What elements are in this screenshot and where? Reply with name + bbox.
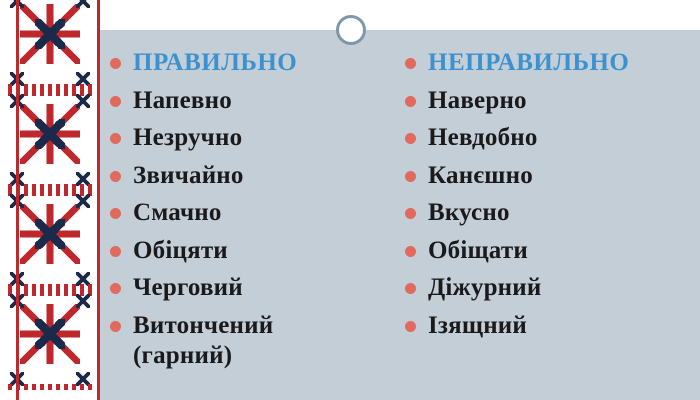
list-item [110,236,395,267]
list-item [405,311,690,342]
list-item-label: Канєшно [428,161,533,189]
list-item [110,123,395,154]
bullet-icon [405,171,416,182]
bullet-icon [405,208,416,219]
bullet-icon [110,133,121,144]
list-item-label: Обіцяти [133,236,228,264]
list-item-label: Незручно [133,124,243,151]
embroidery-pattern [8,0,92,400]
list-item-label: Наверно [428,86,527,114]
list-item-label: Звичайно [133,161,244,189]
bullet-icon [405,246,416,257]
list-item [405,161,690,192]
bullet-icon [110,171,121,182]
list-item [110,161,395,192]
bullet-icon [405,58,416,69]
content-columns [110,48,690,388]
list-item [110,198,395,229]
list-item-label: Невдобно [428,124,538,151]
list-item-label: Витончений (гарний) [133,311,274,369]
embroidery-motif [8,0,92,90]
bullet-icon [110,96,121,107]
list-item-label: Вкусно [428,199,510,226]
bullet-icon [405,96,416,107]
bullet-icon [110,321,121,332]
embroidery-motif [8,190,92,290]
bullet-icon [110,283,121,294]
list-item [405,123,690,154]
bullet-icon [405,133,416,144]
list-item-heading [405,48,690,79]
circle-ornament-icon [336,15,366,45]
list-item [110,86,395,117]
list-item [405,273,690,304]
embroidery-border [0,0,100,400]
column-correct [110,48,395,388]
list-item-label: Черговий [133,274,243,301]
bullet-icon [110,208,121,219]
bullet-icon [110,246,121,257]
bullet-icon [405,321,416,332]
column-heading-incorrect: НЕПРАВИЛЬНО [428,49,630,76]
list-item [405,236,690,267]
list-item-label: Смачно [133,199,222,226]
embroidery-motif [8,290,92,390]
list-item-label: Обіщати [428,236,528,264]
list-item-label: Діжурний [428,274,542,301]
list-item-heading [110,48,395,79]
list-item [110,311,395,372]
list-item-label: Напевно [133,86,232,114]
bullet-icon [110,58,121,69]
bullet-icon [405,283,416,294]
list-item [110,273,395,304]
list-item-label: Ізящний [428,311,528,339]
column-heading-correct: ПРАВИЛЬНО [133,49,298,76]
list-item [405,198,690,229]
column-incorrect [405,48,690,388]
list-item [405,86,690,117]
embroidery-motif [8,90,92,190]
